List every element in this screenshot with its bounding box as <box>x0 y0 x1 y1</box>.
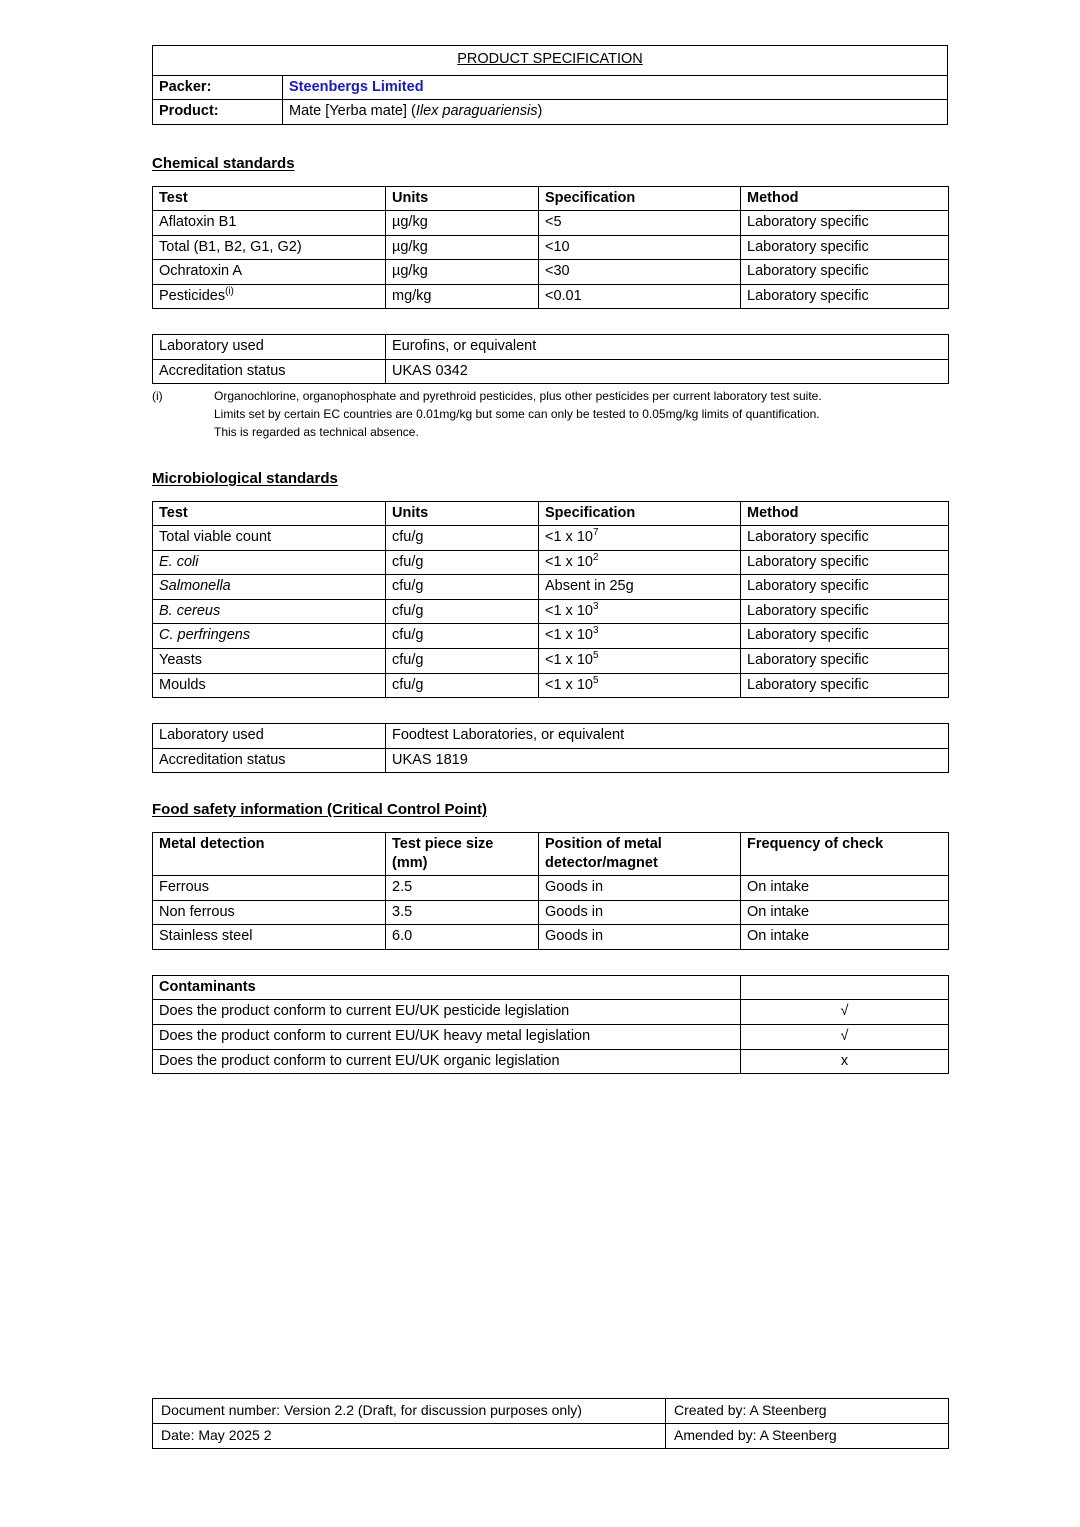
table-row <box>153 211 949 236</box>
footer-row <box>153 1399 949 1424</box>
footnote-body <box>214 388 948 441</box>
cell-test-piece-size: 6.0 <box>386 925 539 950</box>
cell-units: µg/kg <box>386 260 539 285</box>
cell-units: µg/kg <box>386 235 539 260</box>
table-row <box>153 673 949 698</box>
cell-specification: <1 x $10^5$ <box>539 673 741 698</box>
microbiological-standards-heading: Microbiological standards <box>152 469 338 487</box>
cell-specification: <1 x $10^3$ <box>539 599 741 624</box>
cell-units: cfu/g <box>386 575 539 600</box>
cell-method: Laboratory specific <box>741 526 949 551</box>
cell-specification: <5 <box>539 211 741 236</box>
table-row <box>153 876 949 901</box>
cell-position: Goods in <box>539 925 741 950</box>
cell-specification: <1 x $10^2$ <box>539 550 741 575</box>
cell-conformance-mark: x <box>741 1049 949 1074</box>
table-row <box>153 649 949 674</box>
cell-specification: <10 <box>539 235 741 260</box>
footer-date-and-page <box>153 1423 666 1448</box>
table-row <box>153 1000 949 1025</box>
cell-method: Laboratory specific <box>741 624 949 649</box>
column-header-frequency: Frequency of check <box>741 833 949 876</box>
footer-created-by: Created by: A Steenberg <box>666 1399 949 1424</box>
table-row <box>153 1025 949 1050</box>
column-header-metal-detection: Metal detection <box>153 833 386 876</box>
footer-row <box>153 1423 949 1448</box>
table-header-row <box>153 975 949 1000</box>
chemical-laboratory-table <box>152 334 949 384</box>
cell-frequency: On intake <box>741 925 949 950</box>
table-row <box>153 260 949 285</box>
table-row <box>153 624 949 649</box>
laboratory-used-value: Eurofins, or equivalent <box>386 335 949 360</box>
food-safety-heading-wrap <box>152 801 948 819</box>
contaminants-header: Contaminants <box>153 975 741 1000</box>
cell-method: Laboratory specific <box>741 284 949 309</box>
table-row <box>153 925 949 950</box>
footnote-marker-label: (i) <box>152 389 163 404</box>
cell-units: cfu/g <box>386 550 539 575</box>
cell-specification: Absent in 25g <box>539 575 741 600</box>
cell-method: Laboratory specific <box>741 260 949 285</box>
exponent: 3 <box>592 625 599 637</box>
cell-conformance-mark: √ <box>741 1025 949 1050</box>
pesticides-footnote <box>152 388 948 441</box>
chemical-standards-heading: Chemical standards <box>152 154 295 172</box>
cell-method: Laboratory specific <box>741 211 949 236</box>
document-page <box>152 0 948 1074</box>
cell-units: cfu/g <box>386 599 539 624</box>
table-row <box>153 335 949 360</box>
cell-specification: <1 x $10^7$ <box>539 526 741 551</box>
cell-metal-type: Non ferrous <box>153 900 386 925</box>
column-header-test: Test <box>153 501 386 526</box>
laboratory-used-label: Laboratory used <box>153 335 386 360</box>
contaminants-table <box>152 975 949 1074</box>
page-footer <box>152 1398 948 1449</box>
page-title: PRODUCT SPECIFICATION <box>153 46 948 76</box>
table-row <box>153 526 949 551</box>
accreditation-status-value: UKAS 1819 <box>386 748 949 773</box>
column-header-test: Test <box>153 186 386 211</box>
footnote-line: Organochlorine, organophosphate and pyrethroid pesticides, plus other pesticides per current laboratory test suite. <box>214 389 822 404</box>
column-header-test-piece-size: Test piece size (mm) <box>386 833 539 876</box>
cell-position: Goods in <box>539 876 741 901</box>
table-row <box>153 575 949 600</box>
column-header-units: Units <box>386 501 539 526</box>
cell-test: Pesticides$^{(i)}$ <box>153 284 386 309</box>
chemical-standards-heading-wrap <box>152 155 948 173</box>
specification-header-table <box>152 45 948 125</box>
column-header-method: Method <box>741 186 949 211</box>
cell-method: Laboratory specific <box>741 649 949 674</box>
cell-conformance-mark: √ <box>741 1000 949 1025</box>
footer-table <box>152 1398 949 1449</box>
laboratory-used-label: Laboratory used <box>153 724 386 749</box>
microbiological-laboratory-table <box>152 723 949 773</box>
footer-amended-by: Amended by: A Steenberg <box>666 1423 949 1448</box>
cell-test: B. cereus <box>153 599 386 624</box>
cell-units: cfu/g <box>386 526 539 551</box>
cell-question: Does the product conform to current EU/UK heavy metal legislation <box>153 1025 741 1050</box>
footer-document-number: Document number: Version 2.2 (Draft, for discussion purposes only) <box>153 1399 666 1424</box>
footer-date: Date: May 2025 <box>161 1426 260 1443</box>
cell-units: mg/kg <box>386 284 539 309</box>
footnote-line: This is regarded as technical absence. <box>214 424 419 439</box>
column-header-method: Method <box>741 501 949 526</box>
cell-method: Laboratory specific <box>741 599 949 624</box>
cell-frequency: On intake <box>741 876 949 901</box>
cell-specification: <0.01 <box>539 284 741 309</box>
cell-test: Total viable count <box>153 526 386 551</box>
product-value: Mate [Yerba mate] (Ilex paraguariensis) <box>283 100 948 125</box>
cell-test: Moulds <box>153 673 386 698</box>
cell-metal-type: Ferrous <box>153 876 386 901</box>
table-row <box>153 900 949 925</box>
table-row <box>153 284 949 309</box>
cell-frequency: On intake <box>741 900 949 925</box>
packer-label: Packer: <box>153 75 283 100</box>
table-header-row <box>153 501 949 526</box>
cell-metal-type: Stainless steel <box>153 925 386 950</box>
table-row <box>153 748 949 773</box>
accreditation-status-label: Accreditation status <box>153 359 386 384</box>
footer-page-number: 2 <box>263 1426 272 1443</box>
table-header-row <box>153 833 949 876</box>
cell-test: Aflatoxin B1 <box>153 211 386 236</box>
exponent: 7 <box>592 527 599 539</box>
accreditation-status-value: UKAS 0342 <box>386 359 949 384</box>
cell-test: C. perfringens <box>153 624 386 649</box>
cell-units: cfu/g <box>386 624 539 649</box>
contaminants-header-blank <box>741 975 949 1000</box>
table-row <box>153 550 949 575</box>
metal-detection-table <box>152 832 949 950</box>
cell-question: Does the product conform to current EU/UK organic legislation <box>153 1049 741 1074</box>
chemical-standards-table <box>152 186 949 310</box>
cell-method: Laboratory specific <box>741 550 949 575</box>
table-row <box>153 235 949 260</box>
cell-test: E. coli <box>153 550 386 575</box>
column-header-specification: Specification <box>539 186 741 211</box>
table-row <box>153 599 949 624</box>
cell-method: Laboratory specific <box>741 673 949 698</box>
exponent: 3 <box>592 601 599 613</box>
cell-position: Goods in <box>539 900 741 925</box>
cell-units: cfu/g <box>386 673 539 698</box>
cell-test: Ochratoxin A <box>153 260 386 285</box>
cell-test-piece-size: 3.5 <box>386 900 539 925</box>
cell-method: Laboratory specific <box>741 575 949 600</box>
laboratory-used-value: Foodtest Laboratories, or equivalent <box>386 724 949 749</box>
cell-specification: <30 <box>539 260 741 285</box>
table-row <box>153 359 949 384</box>
column-header-specification: Specification <box>539 501 741 526</box>
packer-value: Steenbergs Limited <box>283 75 948 100</box>
table-row <box>153 100 948 125</box>
title-row <box>153 46 948 76</box>
cell-test: Total (B1, B2, G1, G2) <box>153 235 386 260</box>
column-header-position: Position of metal detector/magnet <box>539 833 741 876</box>
cell-specification: <1 x $10^3$ <box>539 624 741 649</box>
cell-method: Laboratory specific <box>741 235 949 260</box>
food-safety-heading: Food safety information (Critical Control Point) <box>152 801 487 819</box>
cell-test: Salmonella <box>153 575 386 600</box>
microbiological-standards-heading-wrap <box>152 470 948 488</box>
exponent: 5 <box>592 650 599 662</box>
footnote-line: Limits set by certain EC countries are 0.01mg/kg but some can only be tested to 0.05mg/kg limits of quantification. <box>214 407 820 422</box>
exponent: 2 <box>592 551 599 563</box>
cell-test-piece-size: 2.5 <box>386 876 539 901</box>
exponent: 5 <box>592 674 599 686</box>
table-row <box>153 724 949 749</box>
product-label: Product: <box>153 100 283 125</box>
cell-test: Yeasts <box>153 649 386 674</box>
table-header-row <box>153 186 949 211</box>
cell-units: µg/kg <box>386 211 539 236</box>
table-row <box>153 75 948 100</box>
footnote-marker: (i) <box>225 286 234 297</box>
column-header-units: Units <box>386 186 539 211</box>
cell-question: Does the product conform to current EU/UK pesticide legislation <box>153 1000 741 1025</box>
accreditation-status-label: Accreditation status <box>153 748 386 773</box>
cell-specification: <1 x $10^5$ <box>539 649 741 674</box>
table-row <box>153 1049 949 1074</box>
microbiological-standards-table <box>152 501 949 698</box>
cell-units: cfu/g <box>386 649 539 674</box>
